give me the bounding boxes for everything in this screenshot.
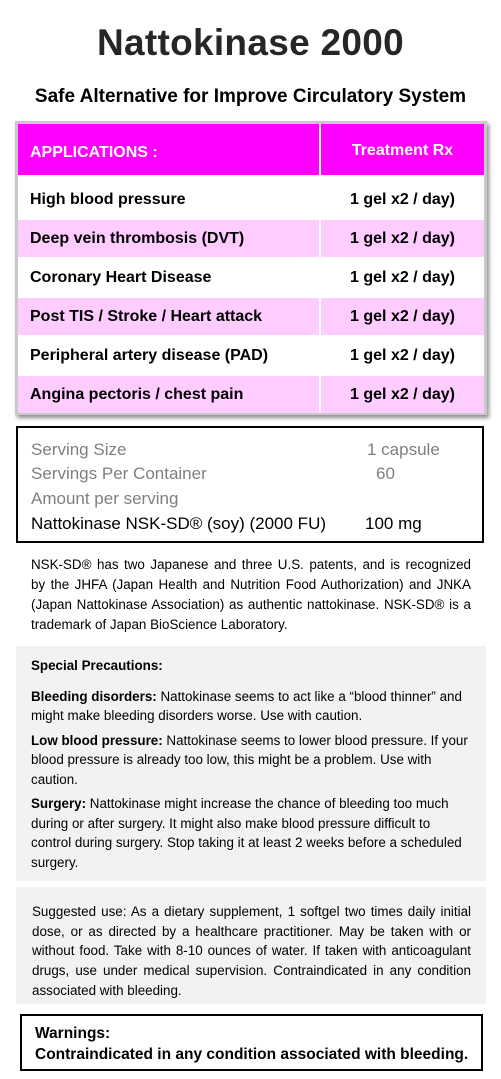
ingredient-value: 100 mg bbox=[365, 514, 422, 533]
treatment-dose: 1 gel x2 / day) bbox=[350, 229, 455, 247]
serving-size-value: 1 capsule bbox=[367, 440, 440, 459]
table-row bbox=[18, 220, 484, 257]
applications-table bbox=[15, 121, 487, 415]
precautions-heading: Special Precautions: bbox=[31, 658, 163, 673]
serving-size-label: Serving Size bbox=[31, 440, 127, 459]
warnings-box bbox=[20, 1014, 483, 1071]
table-row bbox=[18, 259, 484, 296]
column-divider bbox=[319, 124, 321, 412]
treatment-dose: 1 gel x2 / day) bbox=[350, 268, 455, 286]
application-name: Coronary Heart Disease bbox=[30, 268, 212, 286]
precaution-item bbox=[31, 687, 471, 726]
application-name: Angina pectoris / chest pain bbox=[30, 385, 244, 403]
table-row bbox=[18, 298, 484, 335]
table-row bbox=[18, 337, 484, 374]
precaution-item bbox=[31, 794, 471, 872]
application-name: Post TIS / Stroke / Heart attack bbox=[30, 307, 263, 325]
page-title: Nattokinase 2000 bbox=[96, 22, 405, 63]
page-subtitle: Safe Alternative for Improve Circulatory System bbox=[34, 86, 467, 107]
precaution-text: Nattokinase seems to lower blood pressure. If your blood pressure is already too low, this might be a problem. Use with caution. bbox=[31, 732, 468, 787]
servings-per-container-value: 60 bbox=[376, 464, 395, 483]
treatment-dose: 1 gel x2 / day) bbox=[350, 190, 455, 208]
application-name: Peripheral artery disease (PAD) bbox=[30, 346, 269, 364]
amount-per-serving-label: Amount per serving bbox=[31, 489, 179, 508]
table-row bbox=[18, 181, 484, 218]
precaution-label: Low blood pressure: bbox=[31, 732, 163, 748]
treatment-dose: 1 gel x2 / day) bbox=[350, 346, 455, 364]
precaution-text: Nattokinase seems to act like a “blood thinner” and might make bleeding disorders worse. Use with caution. bbox=[31, 688, 462, 723]
precaution-text: Nattokinase might increase the chance of bleeding too much during or after surgery. It might also make blood pressure difficult to control during surgery. Stop taking it at least 2 weeks before a scheduled surgery. bbox=[31, 796, 462, 870]
table-row bbox=[18, 376, 484, 413]
treatment-header-label: Treatment Rx bbox=[351, 142, 454, 159]
warnings-heading: Warnings: bbox=[35, 1025, 111, 1042]
treatment-dose: 1 gel x2 / day) bbox=[350, 385, 455, 403]
nsk-sd-note: NSK-SD® has two Japanese and three U.S. patents, and is recognized by the JHFA (Japan Health and Nutrition Food Authorization) and JNKA (Japan Nattokinase Association) as authentic nattokinase. NSK-SD® is a trademark of Japan BioScience Laboratory. bbox=[31, 557, 471, 632]
suggested-use-box: Suggested use: As a dietary supplement, 1 softgel two times daily initial dose, or as directed by a healthcare practitioner. May be taken with or without food. Take with 8-10 ounces of water. If taken with anticoagulant drugs, use under medical supervision. Contraindicated in any condition associated with bleeding. bbox=[16, 887, 486, 1004]
applications-table-header bbox=[18, 124, 484, 178]
applications-header-label: APPLICATIONS : bbox=[30, 144, 158, 161]
servings-per-container-label: Servings Per Container bbox=[31, 464, 207, 483]
application-name: Deep vein thrombosis (DVT) bbox=[30, 229, 245, 247]
application-name: High blood pressure bbox=[30, 190, 186, 208]
serving-info-box bbox=[16, 426, 484, 543]
precaution-label: Bleeding disorders: bbox=[31, 688, 157, 704]
precaution-item bbox=[31, 731, 471, 790]
warnings-text: Contraindicated in any condition associated with bleeding. bbox=[35, 1046, 469, 1063]
precaution-label: Surgery: bbox=[31, 796, 87, 811]
ingredient-label: Nattokinase NSK-SD® (soy) (2000 FU) bbox=[31, 514, 327, 533]
treatment-dose: 1 gel x2 / day) bbox=[350, 307, 455, 325]
special-precautions-box bbox=[16, 646, 486, 881]
